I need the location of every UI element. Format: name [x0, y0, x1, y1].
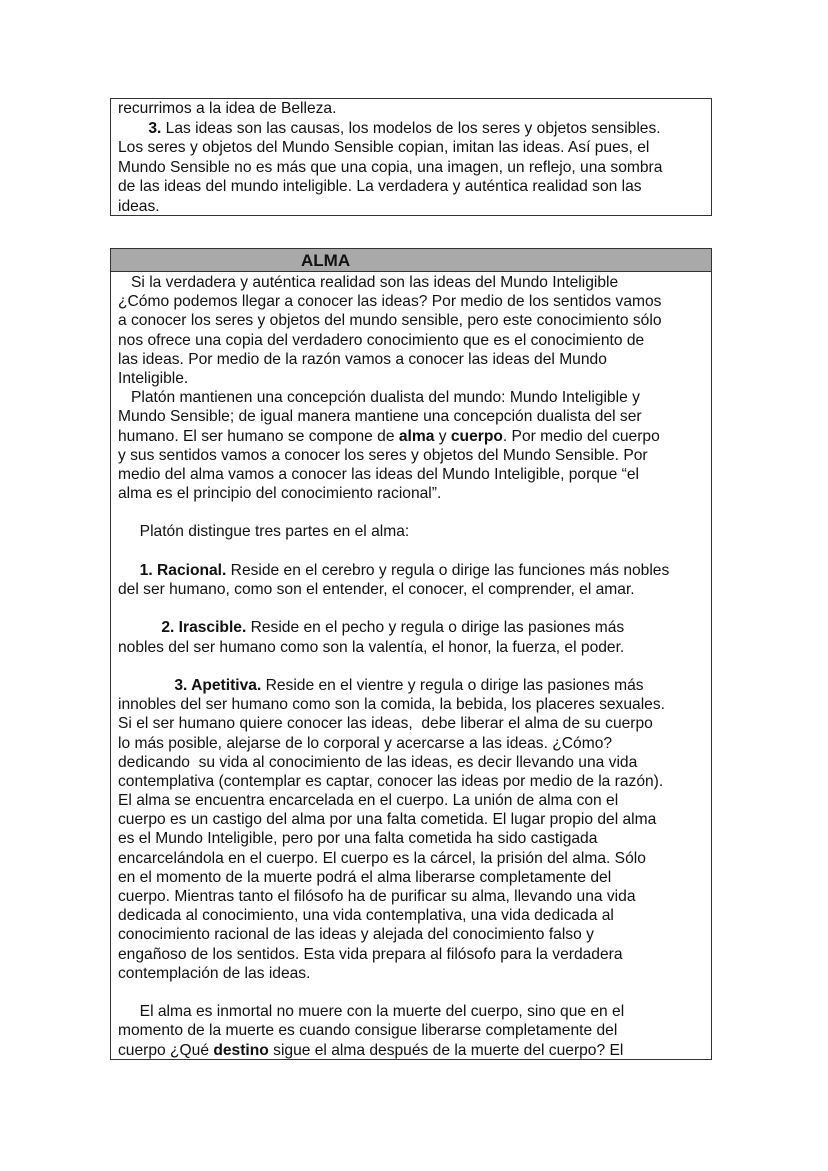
text-segment: engañoso de los sentidos. Esta vida prepara al filósofo para la verdadera: [118, 945, 623, 963]
text-segment: Las ideas son las causas, los modelos de los seres y objetos sensibles.: [161, 119, 661, 137]
box1-body: [118, 99, 711, 216]
text-segment: encarcelándola en el cuerpo. El cuerpo es la cárcel, la prisión del alma. Sólo: [118, 849, 646, 867]
text-line: [118, 887, 711, 906]
text-line: [118, 1021, 711, 1040]
text-line: [118, 868, 711, 887]
text-line: [118, 734, 711, 753]
text-segment: Platón mantienen una concepción dualista del mundo: Mundo Inteligible y: [118, 389, 640, 407]
text-line: [118, 906, 711, 925]
text-segment: contemplativa (contemplar es captar, conocer las ideas por medio de la razón).: [118, 772, 664, 790]
text-line: [118, 484, 711, 503]
text-line: [118, 369, 711, 388]
text-segment: Si la verdadera y auténtica realidad son las ideas del Mundo Inteligible: [118, 274, 619, 291]
text-segment: . Por medio del cuerpo: [502, 427, 660, 445]
text-line: [118, 810, 711, 829]
text-line: [118, 1002, 711, 1021]
text-line: [118, 350, 711, 369]
text-box-ideas: [110, 98, 712, 216]
text-segment: El alma es inmortal no muere con la muerte del cuerpo, sino que en el: [118, 1003, 625, 1021]
text-segment: Inteligible.: [118, 369, 189, 387]
text-segment: humano. El ser humano se compone de: [118, 427, 399, 445]
text-box-alma: [110, 248, 712, 1060]
text-line: [118, 657, 711, 676]
text-line: [118, 964, 711, 983]
text-line: [118, 388, 711, 407]
text-segment: innobles del ser humano como son la comida, la bebida, los placeres sexuales.: [118, 696, 665, 714]
bold-text: 3. Apetitiva.: [174, 676, 262, 694]
text-line: [118, 561, 711, 580]
text-segment: El alma se encuentra encarcelada en el cuerpo. La unión de alma con el: [118, 792, 619, 810]
text-line: [118, 676, 711, 695]
text-line: [118, 177, 711, 197]
text-line: [118, 945, 711, 964]
text-segment: nobles del ser humano como son la valentía, el honor, la fuerza, el poder.: [118, 638, 625, 656]
text-segment: medio del alma vamos a conocer las ideas del Mundo Inteligible, porque “el: [118, 465, 639, 483]
text-segment: nos ofrece una copia del verdadero conocimiento que es el conocimiento de: [118, 331, 645, 349]
text-line: [118, 522, 711, 541]
section-heading-alma: ALMA: [111, 249, 711, 272]
text-segment: ¿Cómo podemos llegar a conocer las ideas? Por medio de los sentidos vamos: [118, 293, 662, 311]
text-segment: Mundo Sensible no es más que una copia, una imagen, un reflejo, una sombra: [118, 158, 663, 176]
text-line: [118, 331, 711, 350]
text-segment: dedicando su vida al conocimiento de las ideas, es decir llevando una vida: [118, 753, 638, 771]
text-segment: alma es el principio del conocimiento racional”.: [118, 485, 442, 503]
text-segment: en el momento de la muerte podrá el alma liberarse completamente del: [118, 868, 612, 886]
text-segment: Mundo Sensible; de igual manera mantiene una concepción dualista del ser: [118, 408, 642, 426]
bold-text: destino: [213, 1041, 269, 1059]
box2-body: [111, 272, 711, 1060]
bold-text: alma: [398, 427, 435, 445]
text-segment: cuerpo ¿Qué: [118, 1041, 214, 1059]
text-line: [118, 1041, 711, 1060]
text-line: [118, 829, 711, 848]
text-segment: Los seres y objetos del Mundo Sensible copian, imitan las ideas. Así pues, el: [118, 139, 650, 156]
text-line: [118, 714, 711, 733]
bold-text: 2. Irascible.: [161, 619, 247, 637]
text-line: [118, 618, 711, 637]
text-segment: y: [434, 427, 451, 445]
text-line: [118, 580, 711, 599]
text-line: [118, 273, 711, 292]
text-segment: momento de la muerte es cuando consigue liberarse completamente del: [118, 1022, 618, 1040]
text-segment: lo más posible, alejarse de lo corporal y acercarse a las ideas. ¿Cómo?: [118, 734, 613, 752]
text-segment: [118, 120, 148, 137]
text-line: [118, 791, 711, 810]
text-segment: y sus sentidos vamos a conocer los seres y objetos del Mundo Sensible. Por: [118, 446, 648, 464]
text-segment: conocimiento racional de las ideas y alejada del conocimiento falso y: [118, 926, 594, 944]
text-segment: ideas.: [118, 197, 160, 215]
bold-text: cuerpo: [450, 427, 503, 445]
text-segment: Si el ser humano quiere conocer las ideas, debe liberar el alma de su cuerpo: [118, 715, 653, 733]
text-line: [118, 542, 711, 561]
text-line: [118, 99, 711, 119]
bold-text: 1. Racional.: [139, 561, 227, 579]
text-line: [118, 119, 711, 139]
text-line: [118, 197, 711, 217]
text-segment: sigue el alma después de la muerte del cuerpo? El: [268, 1041, 624, 1059]
text-segment: de las ideas del mundo inteligible. La verdadera y auténtica realidad son las: [118, 178, 642, 195]
text-segment: cuerpo. Mientras tanto el filósofo ha de purificar su alma, llevando una vida: [118, 888, 636, 905]
text-segment: Platón distingue tres partes en el alma:: [118, 523, 410, 541]
text-line: [118, 638, 711, 657]
text-segment: recurrimos a la idea de Belleza.: [118, 100, 337, 117]
text-line: [118, 427, 711, 446]
text-line: [118, 849, 711, 868]
text-line: [118, 772, 711, 791]
text-line: [118, 407, 711, 426]
text-segment: Reside en el cerebro y regula o dirige las funciones más nobles: [226, 561, 670, 579]
text-segment: Reside en el vientre y regula o dirige las pasiones más: [261, 676, 644, 694]
text-line: [118, 446, 711, 465]
text-line: [118, 158, 711, 178]
text-segment: [118, 677, 174, 694]
text-segment: dedicada al conocimiento, una vida contemplativa, una vida dedicada al: [118, 907, 614, 925]
text-segment: a conocer los seres y objetos del mundo sensible, pero este conocimiento sólo: [118, 312, 662, 330]
text-segment: [118, 562, 140, 579]
text-segment: las ideas. Por medio de la razón vamos a conocer las ideas del Mundo: [118, 350, 607, 368]
text-line: [118, 503, 711, 522]
text-segment: del ser humano, como son el entender, el conocer, el comprender, el amar.: [118, 581, 635, 598]
text-line: [118, 695, 711, 714]
text-line: [118, 599, 711, 618]
bold-text: 3.: [148, 119, 162, 137]
text-line: [118, 138, 711, 158]
text-segment: [118, 619, 161, 636]
text-segment: es el Mundo Inteligible, pero por una falta cometida ha sido castigada: [118, 830, 598, 848]
text-line: [118, 753, 711, 772]
text-segment: cuerpo es un castigo del alma por una falta cometida. El lugar propio del alma: [118, 811, 657, 829]
text-line: [118, 983, 711, 1002]
text-line: [118, 311, 711, 330]
text-segment: Reside en el pecho y regula o dirige las pasiones más: [246, 619, 625, 637]
text-line: [118, 925, 711, 944]
text-line: [118, 292, 711, 311]
text-segment: contemplación de las ideas.: [118, 964, 311, 982]
text-line: [118, 465, 711, 484]
